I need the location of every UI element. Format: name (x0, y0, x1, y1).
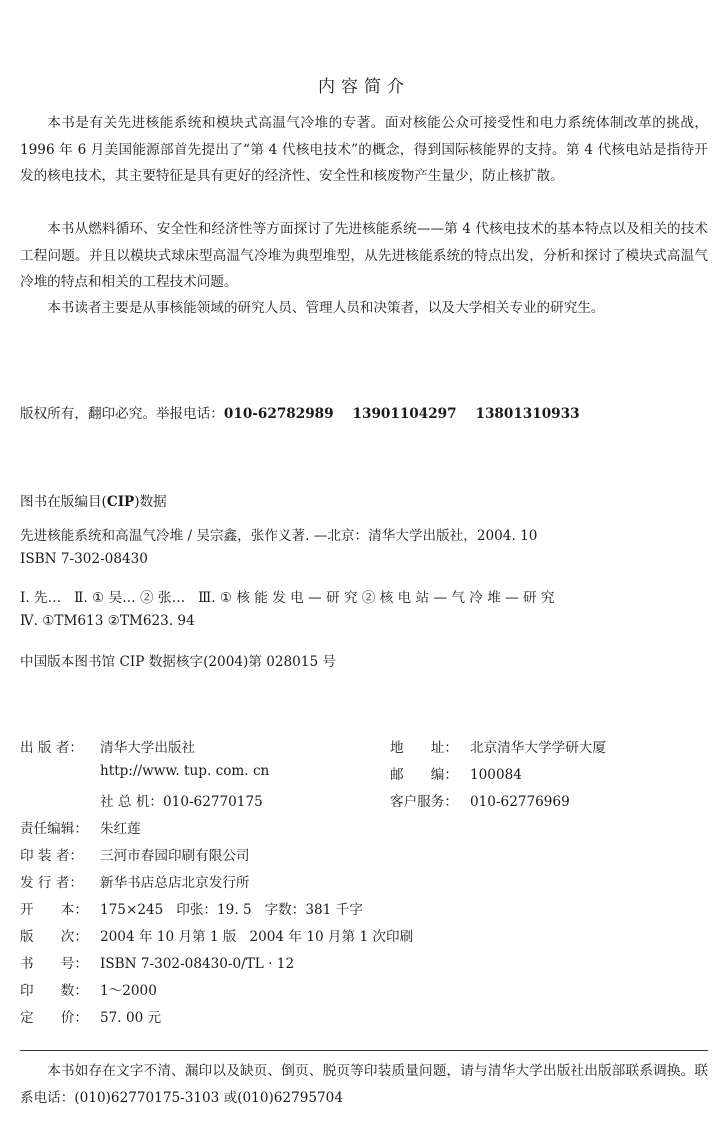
publisher-switchboard: 社 总 机：010-62770175 (100, 794, 263, 810)
editor-label: 责任编辑： (20, 821, 88, 837)
publisher-name: 清华大学出版社 (100, 740, 196, 756)
intro-paragraph-3: 本书读者主要是从事核能领域的研究人员、管理人员和决策者，以及大学相关专业的研究生。 (47, 300, 605, 316)
isbn-value: ISBN 7-302-08430-0/TL · 12 (100, 956, 295, 972)
print-run-value: 1～2000 (100, 983, 157, 999)
price-label: 定 价： (20, 1010, 88, 1026)
footnote: 本书如存在文字不清、漏印以及缺页、倒页、脱页等印装质量问题，请与清华大学出版社出版部联系调换。联系电话：(010)62770175-3103 或(010)62795704 (20, 1063, 708, 1106)
cip-heading-pre: 图书在版编目( (20, 494, 107, 510)
address-value: 北京清华大学学研大厦 (470, 740, 606, 756)
distributor-label: 发 行 者： (20, 875, 84, 891)
publisher-label: 出 版 者： (20, 740, 84, 756)
postcode-row (390, 763, 522, 783)
cip-line-4: Ⅳ. ①TM613 ②TM623. 94 (20, 613, 195, 629)
editor-row (20, 817, 141, 837)
isbn-label: 书 号： (20, 956, 88, 972)
service-row (390, 790, 570, 810)
intro-paragraph-1: 本书是有关先进核能系统和模块式高温气冷堆的专著。面对核能公众可接受性和电力系统体制改革的挑战，1996 年 6 月美国能源部首先提出了“第 4 代核电技术”的概念，得到国际核能界的支持。第 4 代核电站是指待开发的核电技术，其主要特征是具有更好的经济性、安全性和核废物产生量少，防止核扩散。 (20, 115, 708, 184)
cip-line-3: Ⅰ. 先… Ⅱ. ① 吴… ② 张… Ⅲ. ① 核 能 发 电 — 研 究 ② 核 电 站 — 气 冷 堆 — 研 究 (20, 590, 555, 606)
edition-label: 版 次： (20, 929, 88, 945)
cip-heading-bold: CIP (106, 494, 135, 510)
address-label: 地 址： (390, 740, 458, 756)
publisher-website: http://www. tup. com. cn (100, 763, 270, 779)
price-value: 57. 00 元 (100, 1010, 162, 1026)
printer-label: 印 装 者： (20, 848, 84, 864)
format-row (20, 898, 363, 918)
distributor-value: 新华书店总店北京发行所 (100, 875, 250, 891)
report-phones: 010-62782989 13901104297 13801310933 (223, 406, 580, 422)
price-row (20, 1006, 161, 1026)
printer-value: 三河市春园印刷有限公司 (100, 848, 250, 864)
cip-line-2: ISBN 7-302-08430 (20, 551, 148, 567)
address-row (390, 736, 606, 756)
postcode-label: 邮 编： (390, 767, 458, 783)
intro-paragraph-2: 本书从燃料循环、安全性和经济性等方面探讨了先进核能系统——第 4 代核电技术的基本特点以及相关的技术工程问题。并且以模块式球床型高温气冷堆为典型堆型，从先进核能系统的特点出发，分析和探讨了模块式高温气冷堆的特点和相关的工程技术问题。 (20, 221, 708, 290)
print-run-row (20, 979, 157, 999)
postcode-value: 100084 (470, 767, 522, 783)
service-value: 010-62776969 (470, 794, 570, 810)
cip-heading-post: )数据 (134, 494, 167, 510)
service-label: 客户服务： (390, 794, 458, 810)
format-label: 开 本： (20, 902, 88, 918)
cip-heading (20, 490, 167, 510)
footnote-divider (20, 1050, 708, 1051)
print-run-label: 印 数： (20, 983, 88, 999)
editor-value: 朱红莲 (100, 821, 141, 837)
distributor-row (20, 871, 250, 891)
cip-line-5: 中国版本图书馆 CIP 数据核字(2004)第 028015 号 (20, 654, 337, 670)
copyright-label: 版权所有，翻印必究。举报电话： (20, 406, 224, 422)
edition-row (20, 925, 413, 945)
format-value: 175×245 印张：19. 5 字数：381 千字 (100, 902, 363, 918)
page-title: 内容简介 (318, 77, 410, 97)
copyright-notice (20, 402, 580, 422)
isbn-row (20, 952, 294, 972)
edition-value: 2004 年 10 月第 1 版 2004 年 10 月第 1 次印刷 (100, 929, 414, 945)
printer-row (20, 844, 250, 864)
cip-line-1: 先进核能系统和高温气冷堆 / 吴宗鑫，张作义著. —北京：清华大学出版社，2004. 10 (20, 528, 538, 544)
publisher-row (20, 736, 195, 756)
